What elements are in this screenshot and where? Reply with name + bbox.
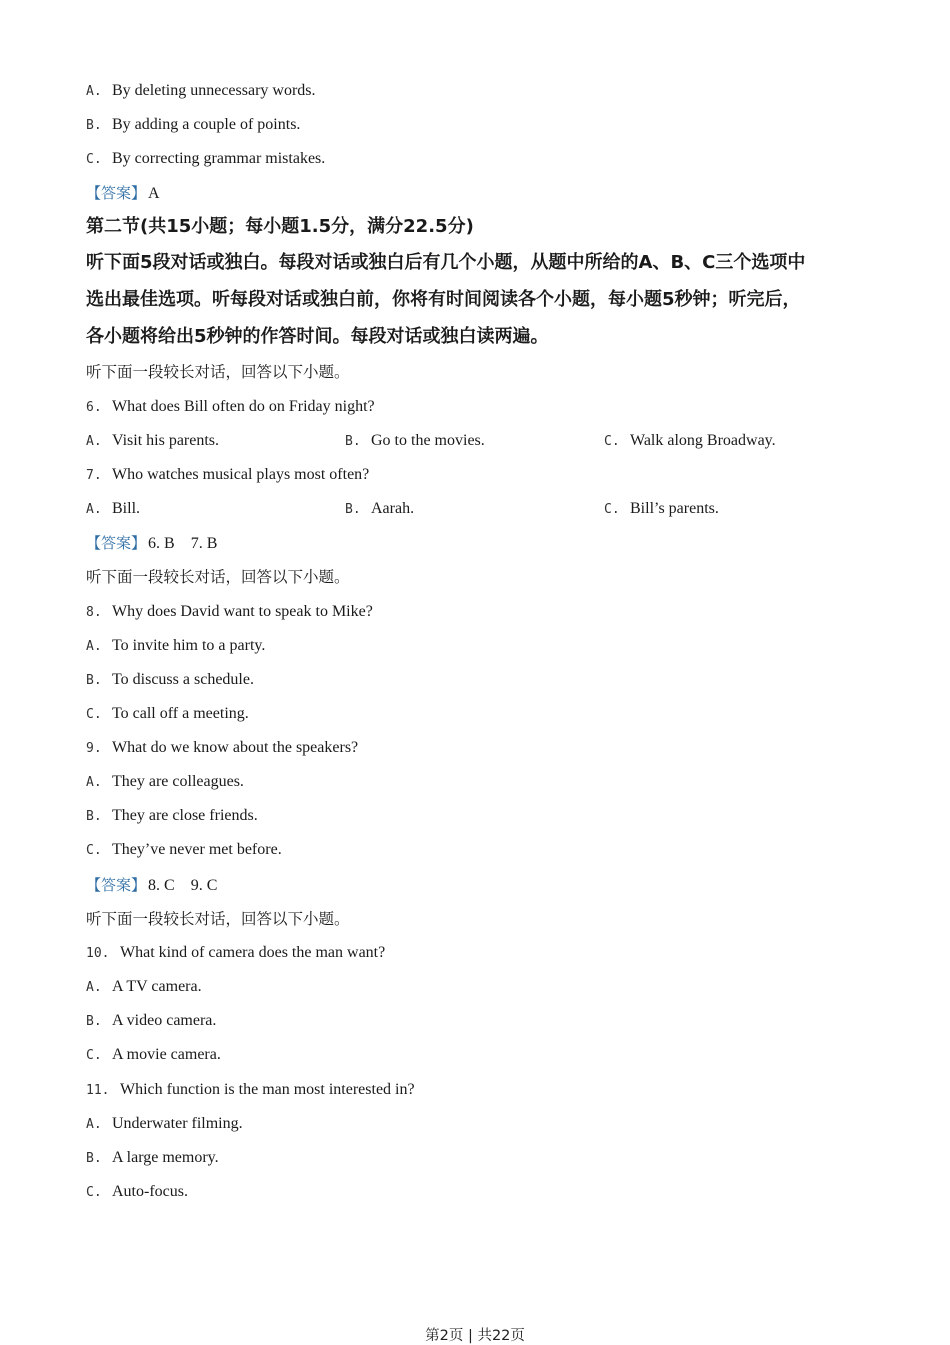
answer-value: 8. C 9. C	[148, 877, 218, 894]
dialogue-intro: 听下面一段较长对话，回答以下小题。	[86, 568, 350, 586]
section-instructions-line2: 选出最佳选项。听每段对话或独白前，你将有时间阅读各个小题，每小题5秒钟；听完后，	[86, 289, 801, 310]
option-label: C.	[604, 502, 620, 517]
option-text: By correcting grammar mistakes.	[112, 150, 326, 167]
answer-tag: 【答案】	[86, 184, 147, 202]
option-text: By adding a couple of points.	[112, 116, 301, 133]
option-q10-a	[86, 977, 202, 998]
option-q6-b	[345, 431, 485, 452]
option-q7-a	[86, 499, 140, 520]
answer-tag: 【答案】	[86, 534, 147, 552]
option-label: B.	[86, 809, 102, 824]
question-text: What does Bill often do on Friday night?	[112, 398, 375, 415]
option-text: They are colleagues.	[112, 773, 244, 790]
question-text: What do we know about the speakers?	[112, 739, 359, 756]
option-q8-a	[86, 636, 265, 657]
question-9	[86, 738, 358, 759]
option-text: To invite him to a party.	[112, 637, 266, 654]
option-q5-c	[86, 149, 325, 170]
option-label: B.	[86, 1151, 102, 1166]
option-q10-c	[86, 1045, 221, 1066]
option-label: C.	[86, 152, 102, 167]
option-text: Go to the movies.	[371, 432, 485, 449]
option-text: By deleting unnecessary words.	[112, 82, 316, 99]
option-text: A video camera.	[112, 1012, 217, 1029]
option-label: B.	[345, 502, 361, 517]
option-q11-a	[86, 1114, 243, 1135]
option-label: C.	[604, 434, 620, 449]
question-6	[86, 397, 375, 418]
question-text: What kind of camera does the man want?	[120, 944, 386, 961]
option-text: Walk along Broadway.	[630, 432, 776, 449]
option-q7-b	[345, 499, 414, 520]
option-text: A large memory.	[112, 1149, 219, 1166]
question-number: 6.	[86, 400, 102, 415]
option-label: C.	[86, 1185, 102, 1200]
option-label: A.	[86, 434, 102, 449]
question-number: 7.	[86, 468, 102, 483]
section-heading: 第二节(共15小题；每小题1.5分，满分22.5分)	[86, 216, 474, 237]
question-number: 8.	[86, 605, 102, 620]
section-instructions-line3: 各小题将给出5秒钟的作答时间。每段对话或独白读两遍。	[86, 326, 549, 347]
option-q9-a	[86, 772, 244, 793]
option-q6-a	[86, 431, 219, 452]
option-label: C.	[86, 843, 102, 858]
option-text: Auto-focus.	[112, 1183, 188, 1200]
option-text: Bill’s parents.	[630, 500, 719, 517]
option-label: B.	[345, 434, 361, 449]
option-text: They are close friends.	[112, 807, 258, 824]
option-text: Bill.	[112, 500, 141, 517]
question-number: 11.	[86, 1083, 110, 1098]
question-text: Who watches musical plays most often?	[112, 466, 370, 483]
question-8	[86, 602, 373, 623]
option-q7-c	[604, 499, 719, 520]
option-q5-b	[86, 115, 300, 136]
answer-q6-q7	[86, 533, 217, 554]
option-q5-a	[86, 81, 316, 102]
option-text: Aarah.	[371, 500, 415, 517]
option-q9-b	[86, 806, 258, 827]
question-number: 10.	[86, 946, 110, 961]
option-label: B.	[86, 1014, 102, 1029]
answer-q8-q9	[86, 875, 217, 896]
dialogue-intro: 听下面一段较长对话，回答以下小题。	[86, 910, 350, 928]
option-q11-b	[86, 1148, 219, 1169]
option-text: To discuss a schedule.	[112, 671, 254, 688]
answer-value: 6. B 7. B	[148, 535, 218, 552]
page-footer: 第2页 | 共22页	[425, 1328, 525, 1344]
option-q9-c	[86, 840, 282, 861]
question-number: 9.	[86, 741, 102, 756]
option-q6-c	[604, 431, 776, 452]
option-text: They’ve never met before.	[112, 841, 282, 858]
answer-value: A	[148, 185, 160, 202]
question-7	[86, 465, 369, 486]
answer-q5	[86, 183, 160, 204]
option-label: A.	[86, 84, 102, 99]
option-text: Visit his parents.	[112, 432, 220, 449]
option-label: C.	[86, 1048, 102, 1063]
answer-tag: 【答案】	[86, 876, 147, 894]
question-text: Why does David want to speak to Mike?	[112, 603, 373, 620]
section-instructions-line1: 听下面5段对话或独白。每段对话或独白后有几个小题，从题中所给的A、B、C三个选项中	[86, 252, 806, 273]
option-label: A.	[86, 980, 102, 995]
option-label: A.	[86, 775, 102, 790]
question-11	[86, 1080, 415, 1101]
option-q10-b	[86, 1011, 216, 1032]
question-text: Which function is the man most interested in?	[120, 1081, 415, 1098]
dialogue-intro: 听下面一段较长对话，回答以下小题。	[86, 363, 350, 381]
option-label: A.	[86, 502, 102, 517]
option-q11-c	[86, 1182, 188, 1203]
option-text: Underwater filming.	[112, 1115, 243, 1132]
option-text: To call off a meeting.	[112, 705, 249, 722]
option-label: B.	[86, 118, 102, 133]
option-label: A.	[86, 1117, 102, 1132]
question-10	[86, 943, 385, 964]
option-q8-b	[86, 670, 254, 691]
option-q8-c	[86, 704, 249, 725]
option-label: A.	[86, 639, 102, 654]
option-label: B.	[86, 673, 102, 688]
option-text: A movie camera.	[112, 1046, 221, 1063]
option-text: A TV camera.	[112, 978, 202, 995]
option-label: C.	[86, 707, 102, 722]
